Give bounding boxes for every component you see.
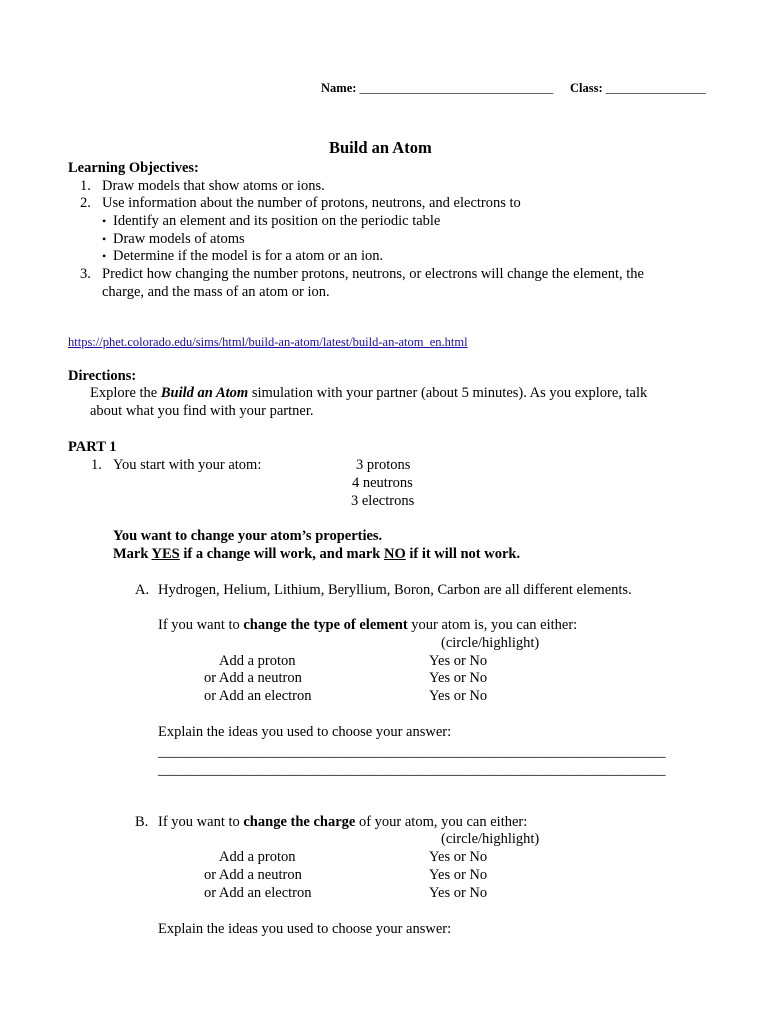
class-label: Class: (570, 81, 603, 95)
sim-name: Build an Atom (160, 385, 249, 401)
directions-text (90, 384, 647, 402)
option-add-neutron: or Add a neutron (204, 670, 302, 686)
answer-yes-no[interactable]: Yes or No (429, 688, 488, 704)
objective-bullet-2: Draw models of atoms (113, 231, 245, 247)
question-num: 1. (91, 457, 102, 473)
directions-post: simulation with your partner (about 5 minutes). As you explore, talk (248, 385, 648, 401)
yes-word: YES (151, 546, 180, 562)
answer-yes-no[interactable]: Yes or No (429, 653, 488, 669)
objective-text-3-cont: charge, and the mass of an atom or ion. (102, 284, 330, 300)
explain-prompt: Explain the ideas you used to choose your answer: (158, 724, 452, 740)
instruction-b: if a change will work, and mark (179, 546, 384, 562)
answer-blank-line[interactable]: ______________________________________________________________________ (158, 762, 666, 778)
question-bold: change the type of element (243, 617, 408, 633)
bullet-icon: • (102, 249, 107, 263)
objectives-heading: Learning Objectives: (68, 160, 199, 176)
objective-text-2: Use information about the number of protons, neutrons, and electrons to (102, 195, 521, 211)
section-a-letter: A. (135, 582, 150, 598)
part1-heading: PART 1 (68, 439, 117, 455)
bullet-icon: • (102, 232, 107, 246)
option-add-electron: or Add an electron (204, 688, 312, 704)
option-add-electron: or Add an electron (204, 885, 312, 901)
question-text: You start with your atom: (113, 457, 262, 473)
section-b-letter: B. (135, 814, 149, 830)
answer-blank-line[interactable]: ______________________________________________________________________ (158, 744, 666, 760)
instruction-line2 (113, 545, 520, 563)
bullet-icon: • (102, 214, 107, 228)
class-blank[interactable]: ________________ (605, 81, 706, 95)
answer-yes-no[interactable]: Yes or No (429, 670, 488, 686)
objective-num-2: 2. (80, 195, 91, 211)
circle-hint: (circle/highlight) (441, 635, 540, 651)
name-field[interactable] (321, 79, 553, 97)
name-blank[interactable]: _______________________________ (359, 81, 554, 95)
question-pre: If you want to (158, 814, 244, 830)
instruction-a: Mark (113, 546, 152, 562)
option-add-proton: Add a proton (219, 653, 296, 669)
objective-num-1: 1. (80, 178, 91, 194)
explain-prompt: Explain the ideas you used to choose your answer: (158, 921, 452, 937)
objective-bullet-3: Determine if the model is for a atom or an ion. (113, 248, 384, 264)
section-a-question (158, 616, 577, 634)
answer-yes-no[interactable]: Yes or No (429, 867, 488, 883)
answer-yes-no[interactable]: Yes or No (429, 849, 488, 865)
class-field[interactable] (570, 79, 706, 97)
page-title: Build an Atom (329, 138, 432, 157)
section-a-intro: Hydrogen, Helium, Lithium, Beryllium, Boron, Carbon are all different elements. (158, 582, 632, 598)
circle-hint: (circle/highlight) (441, 831, 540, 847)
objective-text-3: Predict how changing the number protons, neutrons, or electrons will change the element, the (102, 266, 644, 282)
directions-heading: Directions: (68, 368, 137, 384)
question-post: your atom is, you can either: (407, 617, 578, 633)
question-post: of your atom, you can either: (355, 814, 528, 830)
instruction-line1: You want to change your atom’s properties. (113, 528, 383, 544)
question-bold: change the charge (243, 814, 356, 830)
answer-yes-no[interactable]: Yes or No (429, 885, 488, 901)
option-add-proton: Add a proton (219, 849, 296, 865)
instruction-c: if it will not work. (405, 546, 521, 562)
objective-text-1: Draw models that show atoms or ions. (102, 178, 325, 194)
section-b-question (158, 813, 527, 831)
name-label: Name: (321, 81, 357, 95)
start-neutrons: 4 neutrons (352, 475, 413, 491)
objective-num-3: 3. (80, 266, 91, 282)
option-add-neutron: or Add a neutron (204, 867, 302, 883)
start-protons: 3 protons (356, 457, 411, 473)
directions-line2: about what you find with your partner. (90, 403, 314, 419)
no-word: NO (383, 546, 406, 562)
start-electrons: 3 electrons (351, 493, 415, 509)
directions-pre: Explore the (90, 385, 161, 401)
objective-bullet-1: Identify an element and its position on the periodic table (113, 213, 441, 229)
question-pre: If you want to (158, 617, 244, 633)
simulation-link[interactable]: https://phet.colorado.edu/sims/html/build-an-atom/latest/build-an-atom_en.html (68, 335, 468, 349)
